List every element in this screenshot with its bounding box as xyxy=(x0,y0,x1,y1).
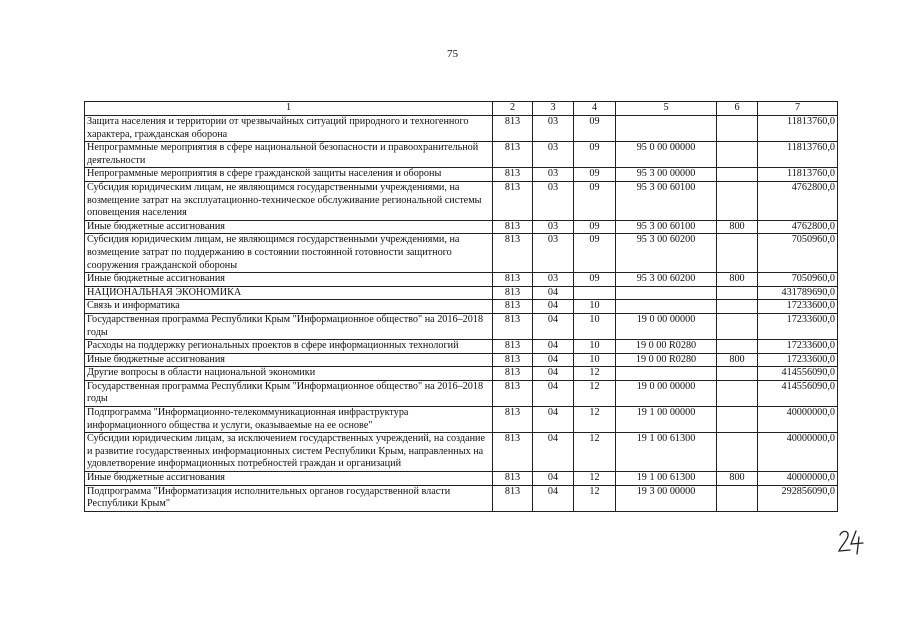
row-expense-type-cell: 800 xyxy=(717,353,758,367)
row-amount-cell: 414556090,0 xyxy=(758,380,838,406)
row-code-cell: 813 xyxy=(493,340,533,354)
row-expense-type-cell xyxy=(717,380,758,406)
handwritten-signature-mark xyxy=(836,526,866,556)
row-name-cell: Субсидия юридическим лицам, не являющимся государственными учреждениями, на возмещение затрат на эксплуатационно-техническое обслуживание региональной системы оповещения населения xyxy=(85,181,493,220)
table-row xyxy=(85,407,838,433)
row-subsection-cell: 12 xyxy=(574,367,616,381)
row-expense-type-cell xyxy=(717,485,758,511)
row-name-cell: Иные бюджетные ассигнования xyxy=(85,220,493,234)
row-name-cell: Субсидия юридическим лицам, не являющимся государственными учреждениями, на возмещение затрат по поддержанию в состоянии постоянной готовности защитного сооружения гражданской обороны xyxy=(85,234,493,273)
row-target-article-cell: 19 1 00 61300 xyxy=(616,433,717,472)
header-col-1: 1 xyxy=(85,102,493,116)
row-amount-cell: 11813760,0 xyxy=(758,142,838,168)
row-amount-cell: 11813760,0 xyxy=(758,168,838,182)
row-code-cell: 813 xyxy=(493,168,533,182)
row-target-article-cell: 95 3 00 60200 xyxy=(616,273,717,287)
row-subsection-cell: 09 xyxy=(574,142,616,168)
row-amount-cell: 7050960,0 xyxy=(758,234,838,273)
table-row xyxy=(85,142,838,168)
table-row xyxy=(85,286,838,300)
row-amount-cell: 17233600,0 xyxy=(758,353,838,367)
header-col-4: 4 xyxy=(574,102,616,116)
row-subsection-cell: 09 xyxy=(574,181,616,220)
row-subsection-cell: 10 xyxy=(574,340,616,354)
table-row xyxy=(85,220,838,234)
row-section-cell: 04 xyxy=(533,407,574,433)
row-code-cell: 813 xyxy=(493,407,533,433)
row-code-cell: 813 xyxy=(493,286,533,300)
row-amount-cell: 40000000,0 xyxy=(758,433,838,472)
row-subsection-cell: 12 xyxy=(574,433,616,472)
row-section-cell: 03 xyxy=(533,181,574,220)
row-section-cell: 04 xyxy=(533,300,574,314)
table-row xyxy=(85,472,838,486)
row-section-cell: 03 xyxy=(533,142,574,168)
row-subsection-cell: 12 xyxy=(574,407,616,433)
row-subsection-cell xyxy=(574,286,616,300)
row-target-article-cell: 19 3 00 00000 xyxy=(616,485,717,511)
row-subsection-cell: 12 xyxy=(574,485,616,511)
row-code-cell: 813 xyxy=(493,181,533,220)
header-col-3: 3 xyxy=(533,102,574,116)
row-amount-cell: 17233600,0 xyxy=(758,340,838,354)
row-target-article-cell xyxy=(616,367,717,381)
row-code-cell: 813 xyxy=(493,313,533,339)
table-row xyxy=(85,340,838,354)
row-expense-type-cell xyxy=(717,313,758,339)
row-name-cell: Государственная программа Республики Крым "Информационное общество" на 2016–2018 годы xyxy=(85,380,493,406)
row-expense-type-cell xyxy=(717,181,758,220)
row-target-article-cell: 19 0 00 R0280 xyxy=(616,353,717,367)
row-name-cell: Подпрограмма "Информационно-телекоммуникационная инфраструктура информационного общества и услуги, оказываемые на ее основе" xyxy=(85,407,493,433)
row-expense-type-cell xyxy=(717,407,758,433)
row-subsection-cell: 10 xyxy=(574,353,616,367)
row-section-cell: 03 xyxy=(533,116,574,142)
row-target-article-cell: 19 1 00 00000 xyxy=(616,407,717,433)
row-section-cell: 04 xyxy=(533,340,574,354)
row-subsection-cell: 09 xyxy=(574,234,616,273)
row-expense-type-cell xyxy=(717,142,758,168)
row-code-cell: 813 xyxy=(493,142,533,168)
row-code-cell: 813 xyxy=(493,116,533,142)
table-row xyxy=(85,433,838,472)
row-target-article-cell: 19 0 00 00000 xyxy=(616,380,717,406)
row-expense-type-cell xyxy=(717,367,758,381)
row-expense-type-cell: 800 xyxy=(717,273,758,287)
row-section-cell: 04 xyxy=(533,472,574,486)
header-col-7: 7 xyxy=(758,102,838,116)
row-amount-cell: 4762800,0 xyxy=(758,220,838,234)
header-col-5: 5 xyxy=(616,102,717,116)
row-target-article-cell: 95 3 00 60100 xyxy=(616,181,717,220)
row-subsection-cell: 10 xyxy=(574,300,616,314)
row-amount-cell: 7050960,0 xyxy=(758,273,838,287)
row-subsection-cell: 09 xyxy=(574,116,616,142)
row-target-article-cell xyxy=(616,116,717,142)
row-expense-type-cell xyxy=(717,116,758,142)
row-name-cell: Подпрограмма "Информатизация исполнительных органов государственной власти Республики Крым" xyxy=(85,485,493,511)
row-subsection-cell: 12 xyxy=(574,380,616,406)
row-target-article-cell: 95 3 00 00000 xyxy=(616,168,717,182)
row-expense-type-cell xyxy=(717,340,758,354)
table-row xyxy=(85,353,838,367)
row-code-cell: 813 xyxy=(493,472,533,486)
row-amount-cell: 40000000,0 xyxy=(758,472,838,486)
row-section-cell: 03 xyxy=(533,220,574,234)
row-code-cell: 813 xyxy=(493,433,533,472)
row-subsection-cell: 12 xyxy=(574,472,616,486)
row-subsection-cell: 09 xyxy=(574,273,616,287)
row-name-cell: Другие вопросы в области национальной экономики xyxy=(85,367,493,381)
row-code-cell: 813 xyxy=(493,380,533,406)
header-row xyxy=(85,102,838,116)
header-col-2: 2 xyxy=(493,102,533,116)
row-code-cell: 813 xyxy=(493,485,533,511)
row-amount-cell: 431789690,0 xyxy=(758,286,838,300)
row-section-cell: 04 xyxy=(533,433,574,472)
row-name-cell: Государственная программа Республики Крым "Информационное общество" на 2016–2018 годы xyxy=(85,313,493,339)
row-amount-cell: 4762800,0 xyxy=(758,181,838,220)
table-row xyxy=(85,181,838,220)
table-row xyxy=(85,300,838,314)
budget-table xyxy=(84,101,838,512)
table-row xyxy=(85,273,838,287)
row-name-cell: Расходы на поддержку региональных проектов в сфере информационных технологий xyxy=(85,340,493,354)
table-row xyxy=(85,168,838,182)
row-target-article-cell: 95 0 00 00000 xyxy=(616,142,717,168)
row-amount-cell: 11813760,0 xyxy=(758,116,838,142)
table-row xyxy=(85,313,838,339)
row-name-cell: Иные бюджетные ассигнования xyxy=(85,472,493,486)
row-code-cell: 813 xyxy=(493,353,533,367)
row-name-cell: Связь и информатика xyxy=(85,300,493,314)
table-row xyxy=(85,116,838,142)
row-target-article-cell xyxy=(616,300,717,314)
row-code-cell: 813 xyxy=(493,300,533,314)
row-target-article-cell: 95 3 00 60100 xyxy=(616,220,717,234)
row-expense-type-cell xyxy=(717,168,758,182)
row-code-cell: 813 xyxy=(493,367,533,381)
row-subsection-cell: 09 xyxy=(574,168,616,182)
row-subsection-cell: 10 xyxy=(574,313,616,339)
row-expense-type-cell: 800 xyxy=(717,220,758,234)
row-section-cell: 04 xyxy=(533,286,574,300)
table-row xyxy=(85,485,838,511)
row-code-cell: 813 xyxy=(493,220,533,234)
row-name-cell: Иные бюджетные ассигнования xyxy=(85,273,493,287)
row-section-cell: 04 xyxy=(533,353,574,367)
row-target-article-cell: 19 0 00 00000 xyxy=(616,313,717,339)
row-expense-type-cell xyxy=(717,433,758,472)
header-col-6: 6 xyxy=(717,102,758,116)
row-name-cell: Иные бюджетные ассигнования xyxy=(85,353,493,367)
table-row xyxy=(85,367,838,381)
row-amount-cell: 414556090,0 xyxy=(758,367,838,381)
row-target-article-cell xyxy=(616,286,717,300)
row-section-cell: 03 xyxy=(533,273,574,287)
row-expense-type-cell xyxy=(717,234,758,273)
row-target-article-cell: 95 3 00 60200 xyxy=(616,234,717,273)
row-code-cell: 813 xyxy=(493,234,533,273)
row-amount-cell: 17233600,0 xyxy=(758,300,838,314)
table-row xyxy=(85,234,838,273)
row-name-cell: Непрограммные мероприятия в сфере гражданской защиты населения и обороны xyxy=(85,168,493,182)
row-amount-cell: 17233600,0 xyxy=(758,313,838,339)
row-name-cell: Субсидии юридическим лицам, за исключением государственных учреждений, на создание и развитие государственных информационных систем Республики Крым, направленных на удовлетворение информационных потребностей граждан и организаций xyxy=(85,433,493,472)
row-name-cell: Непрограммные мероприятия в сфере национальной безопасности и правоохранительной деятельности xyxy=(85,142,493,168)
row-expense-type-cell: 800 xyxy=(717,472,758,486)
page-number: 75 xyxy=(447,48,458,60)
row-code-cell: 813 xyxy=(493,273,533,287)
row-target-article-cell: 19 1 00 61300 xyxy=(616,472,717,486)
row-section-cell: 04 xyxy=(533,485,574,511)
row-section-cell: 03 xyxy=(533,234,574,273)
row-section-cell: 04 xyxy=(533,367,574,381)
row-name-cell: НАЦИОНАЛЬНАЯ ЭКОНОМИКА xyxy=(85,286,493,300)
row-section-cell: 04 xyxy=(533,313,574,339)
row-amount-cell: 40000000,0 xyxy=(758,407,838,433)
row-section-cell: 04 xyxy=(533,380,574,406)
row-amount-cell: 292856090,0 xyxy=(758,485,838,511)
row-name-cell: Защита населения и территории от чрезвычайных ситуаций природного и техногенного характера, гражданская оборона xyxy=(85,116,493,142)
row-subsection-cell: 09 xyxy=(574,220,616,234)
row-expense-type-cell xyxy=(717,286,758,300)
row-target-article-cell: 19 0 00 R0280 xyxy=(616,340,717,354)
row-section-cell: 03 xyxy=(533,168,574,182)
table-row xyxy=(85,380,838,406)
row-expense-type-cell xyxy=(717,300,758,314)
